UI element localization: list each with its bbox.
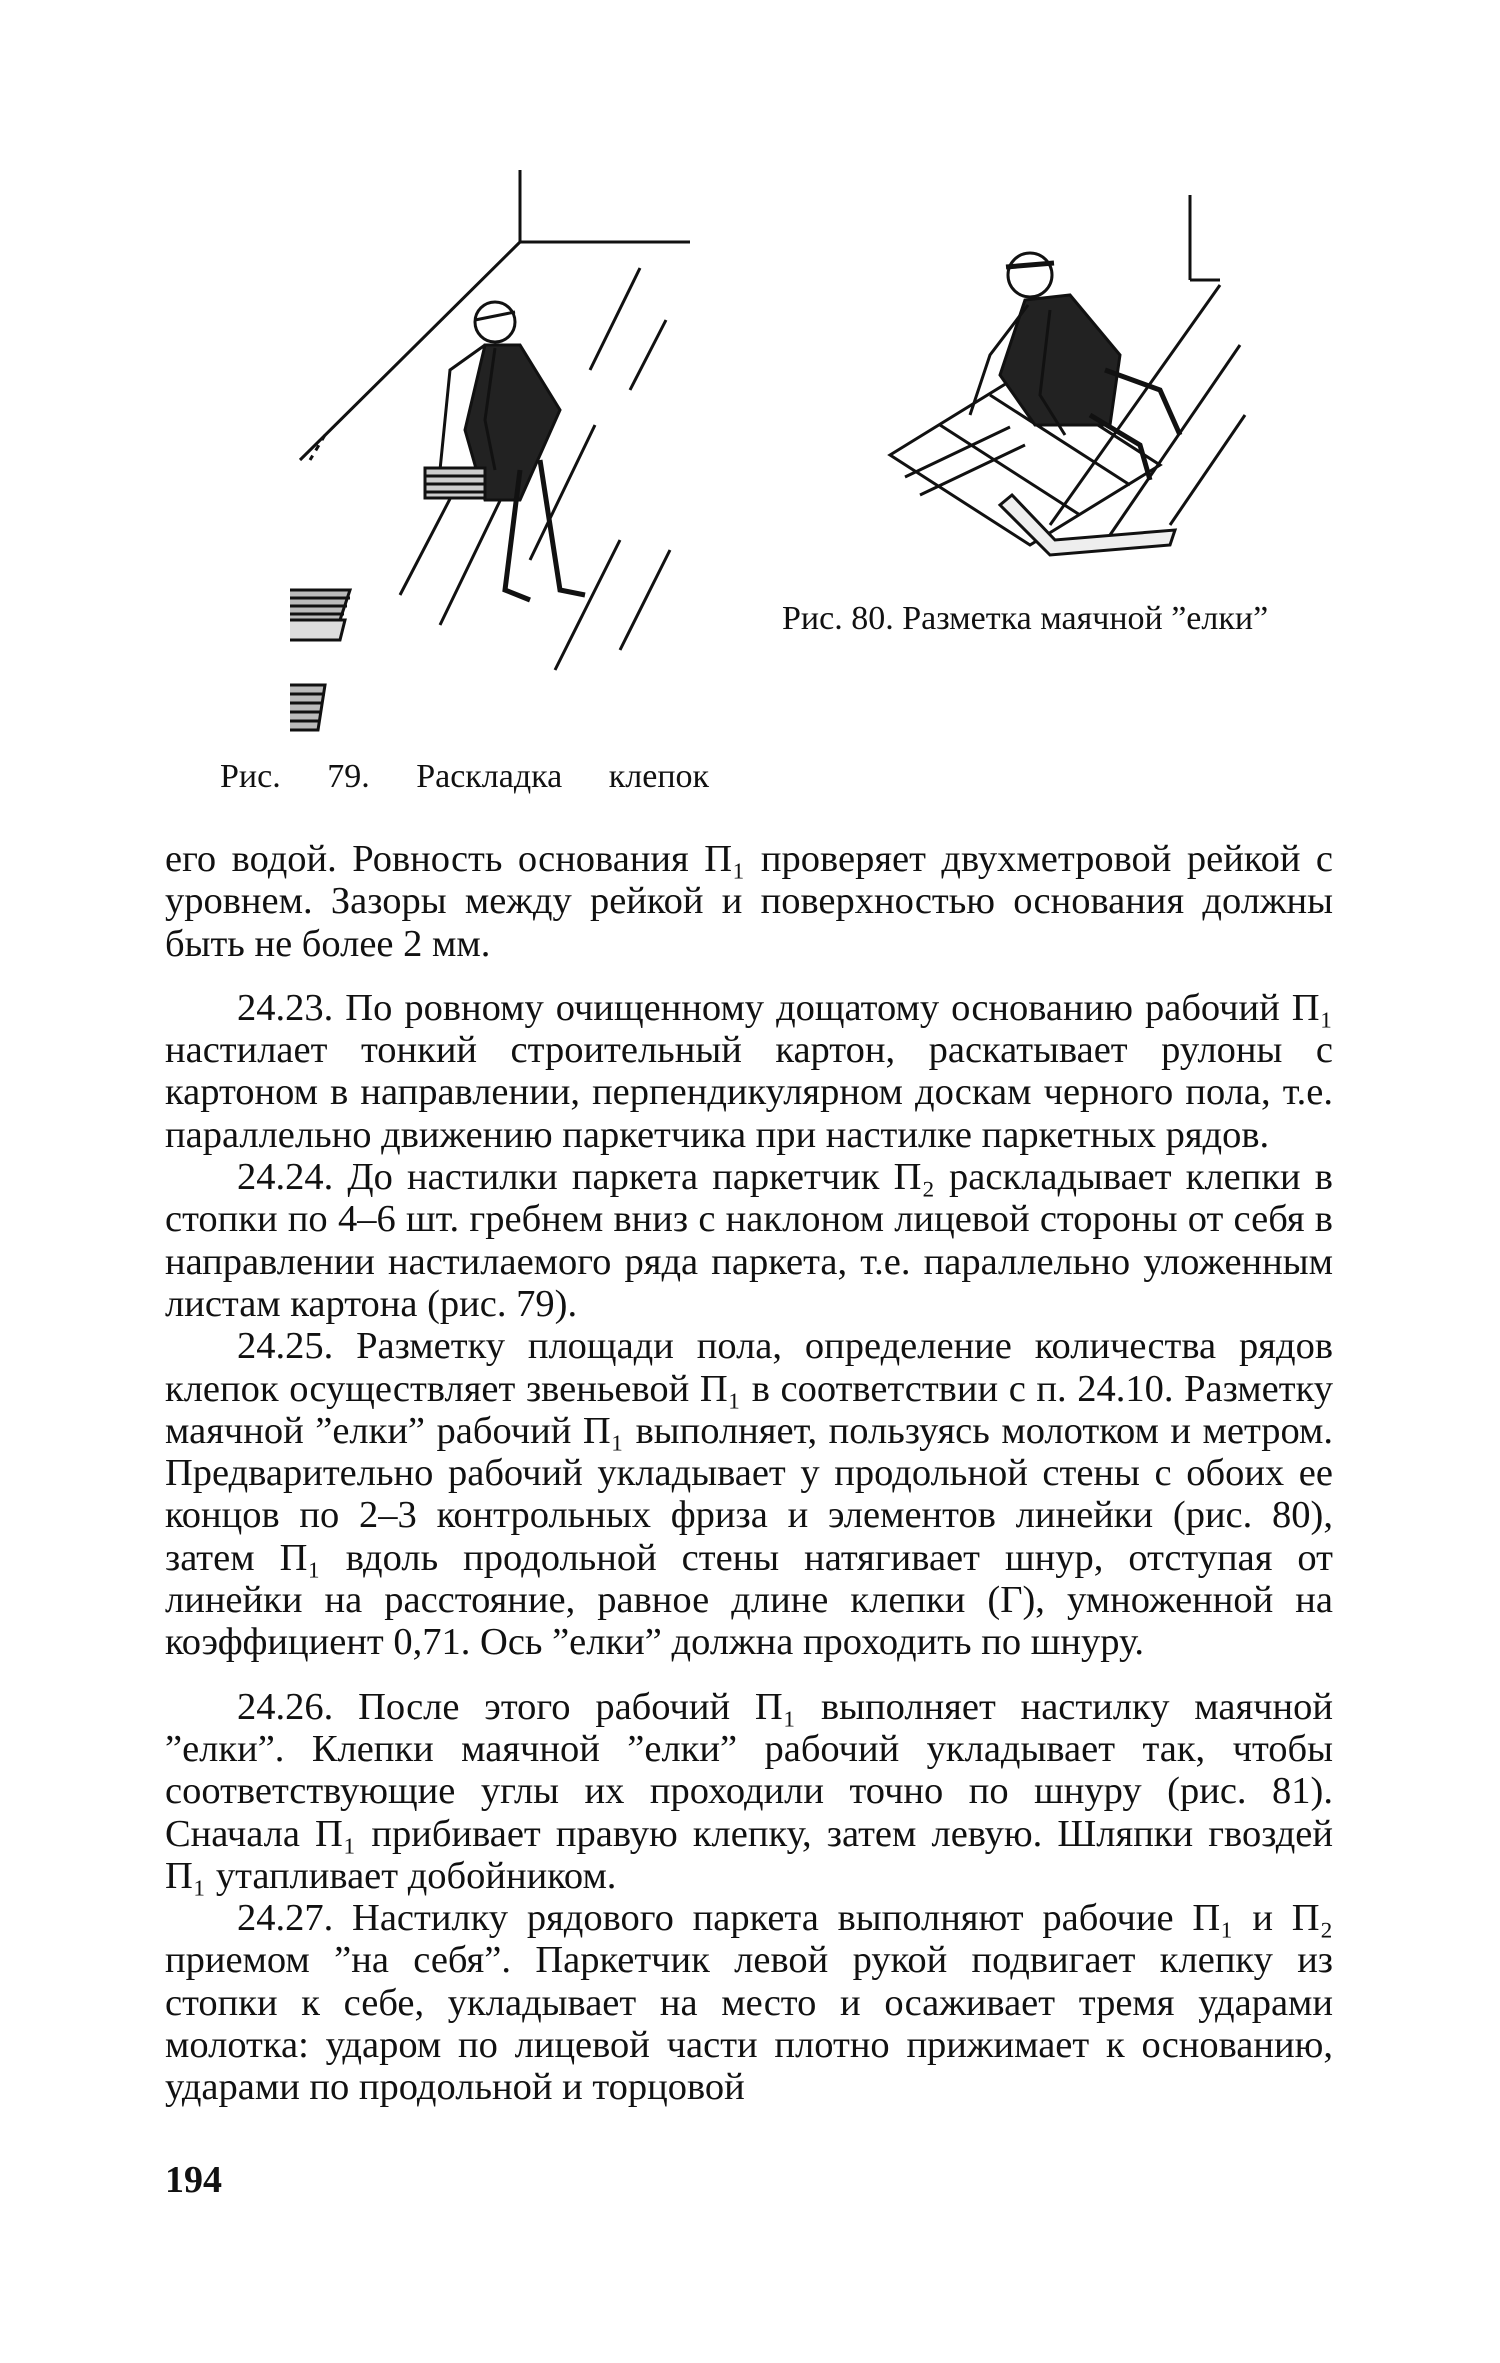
figure-80-illustration xyxy=(850,195,1250,575)
paragraph-continuation: его водой. Ровность основания П₁ проверяет двухметровой рейкой с уровнем. Зазоры между рейкой и поверхностью основания должны быть не более 2 мм. xyxy=(165,838,1333,965)
page-number: 194 xyxy=(165,2159,222,2201)
figure-79-illustration xyxy=(290,170,750,760)
paragraph-24-26: 24.26. После этого рабочий П₁ выполняет настилку маячной ”елки”. Клепки маячной ”елки” рабочий укладывает так, чтобы соответствующие углы их проходили точно по шнуру (рис. 81). Сначала П₁ прибивает правую клепку, затем левую. Шляпки гвоздей П₁ утапливает добойником. xyxy=(165,1685,1333,1897)
figure-79-caption: Рис. 79. Раскладка клепок xyxy=(220,758,710,795)
body-text xyxy=(165,838,1333,2109)
paragraph-24-27: 24.27. Настилку рядового паркета выполняют рабочие П₁ и П₂ приемом ”на себя”. Паркетчик левой рукой подвигает клепку из стопки к себе, укладывает на место и осаживает тремя ударами молотка: ударом по лицевой части плотно прижимает к основанию, ударами по продольной и торцовой xyxy=(165,1897,1333,2109)
paragraph-24-24: 24.24. До настилки паркета паркетчик П₂ раскладывает клепки в стопки по 4–6 шт. гребнем вниз с наклоном лицевой стороны от себя в направлении настилаемого ряда паркета, т.е. параллельно уложенным листам картона (рис. 79). xyxy=(165,1156,1333,1325)
figure-80-caption: Рис. 80. Разметка маячной ”елки” xyxy=(782,600,1269,637)
paragraph-24-23: 24.23. По ровному очищенному дощатому основанию рабочий П₁ настилает тонкий строительный картон, раскатывает рулоны с картоном в направлении, перпендикулярном доскам черного пола, т.е. параллельно движению паркетчика при настилке паркетных рядов. xyxy=(165,986,1333,1156)
paragraph-24-25: 24.25. Разметку площади пола, определение количества рядов клепок осуществляет звеньевой П₁ в соответствии с п. 24.10. Разметку маячной ”елки” рабочий П₁ выполняет, пользуясь молотком и метром. Предварительно рабочий укладывает у продольной стены с обоих ее концов по 2–3 контрольных фриза и элементов линейки (рис. 80), затем П₁ вдоль продольной стены натягивает шнур, отступая от линейки на расстояние, равное длине клепки (Г), умноженной на коэффициент 0,71. Ось ”елки” должна проходить по шнуру. xyxy=(165,1325,1333,1664)
